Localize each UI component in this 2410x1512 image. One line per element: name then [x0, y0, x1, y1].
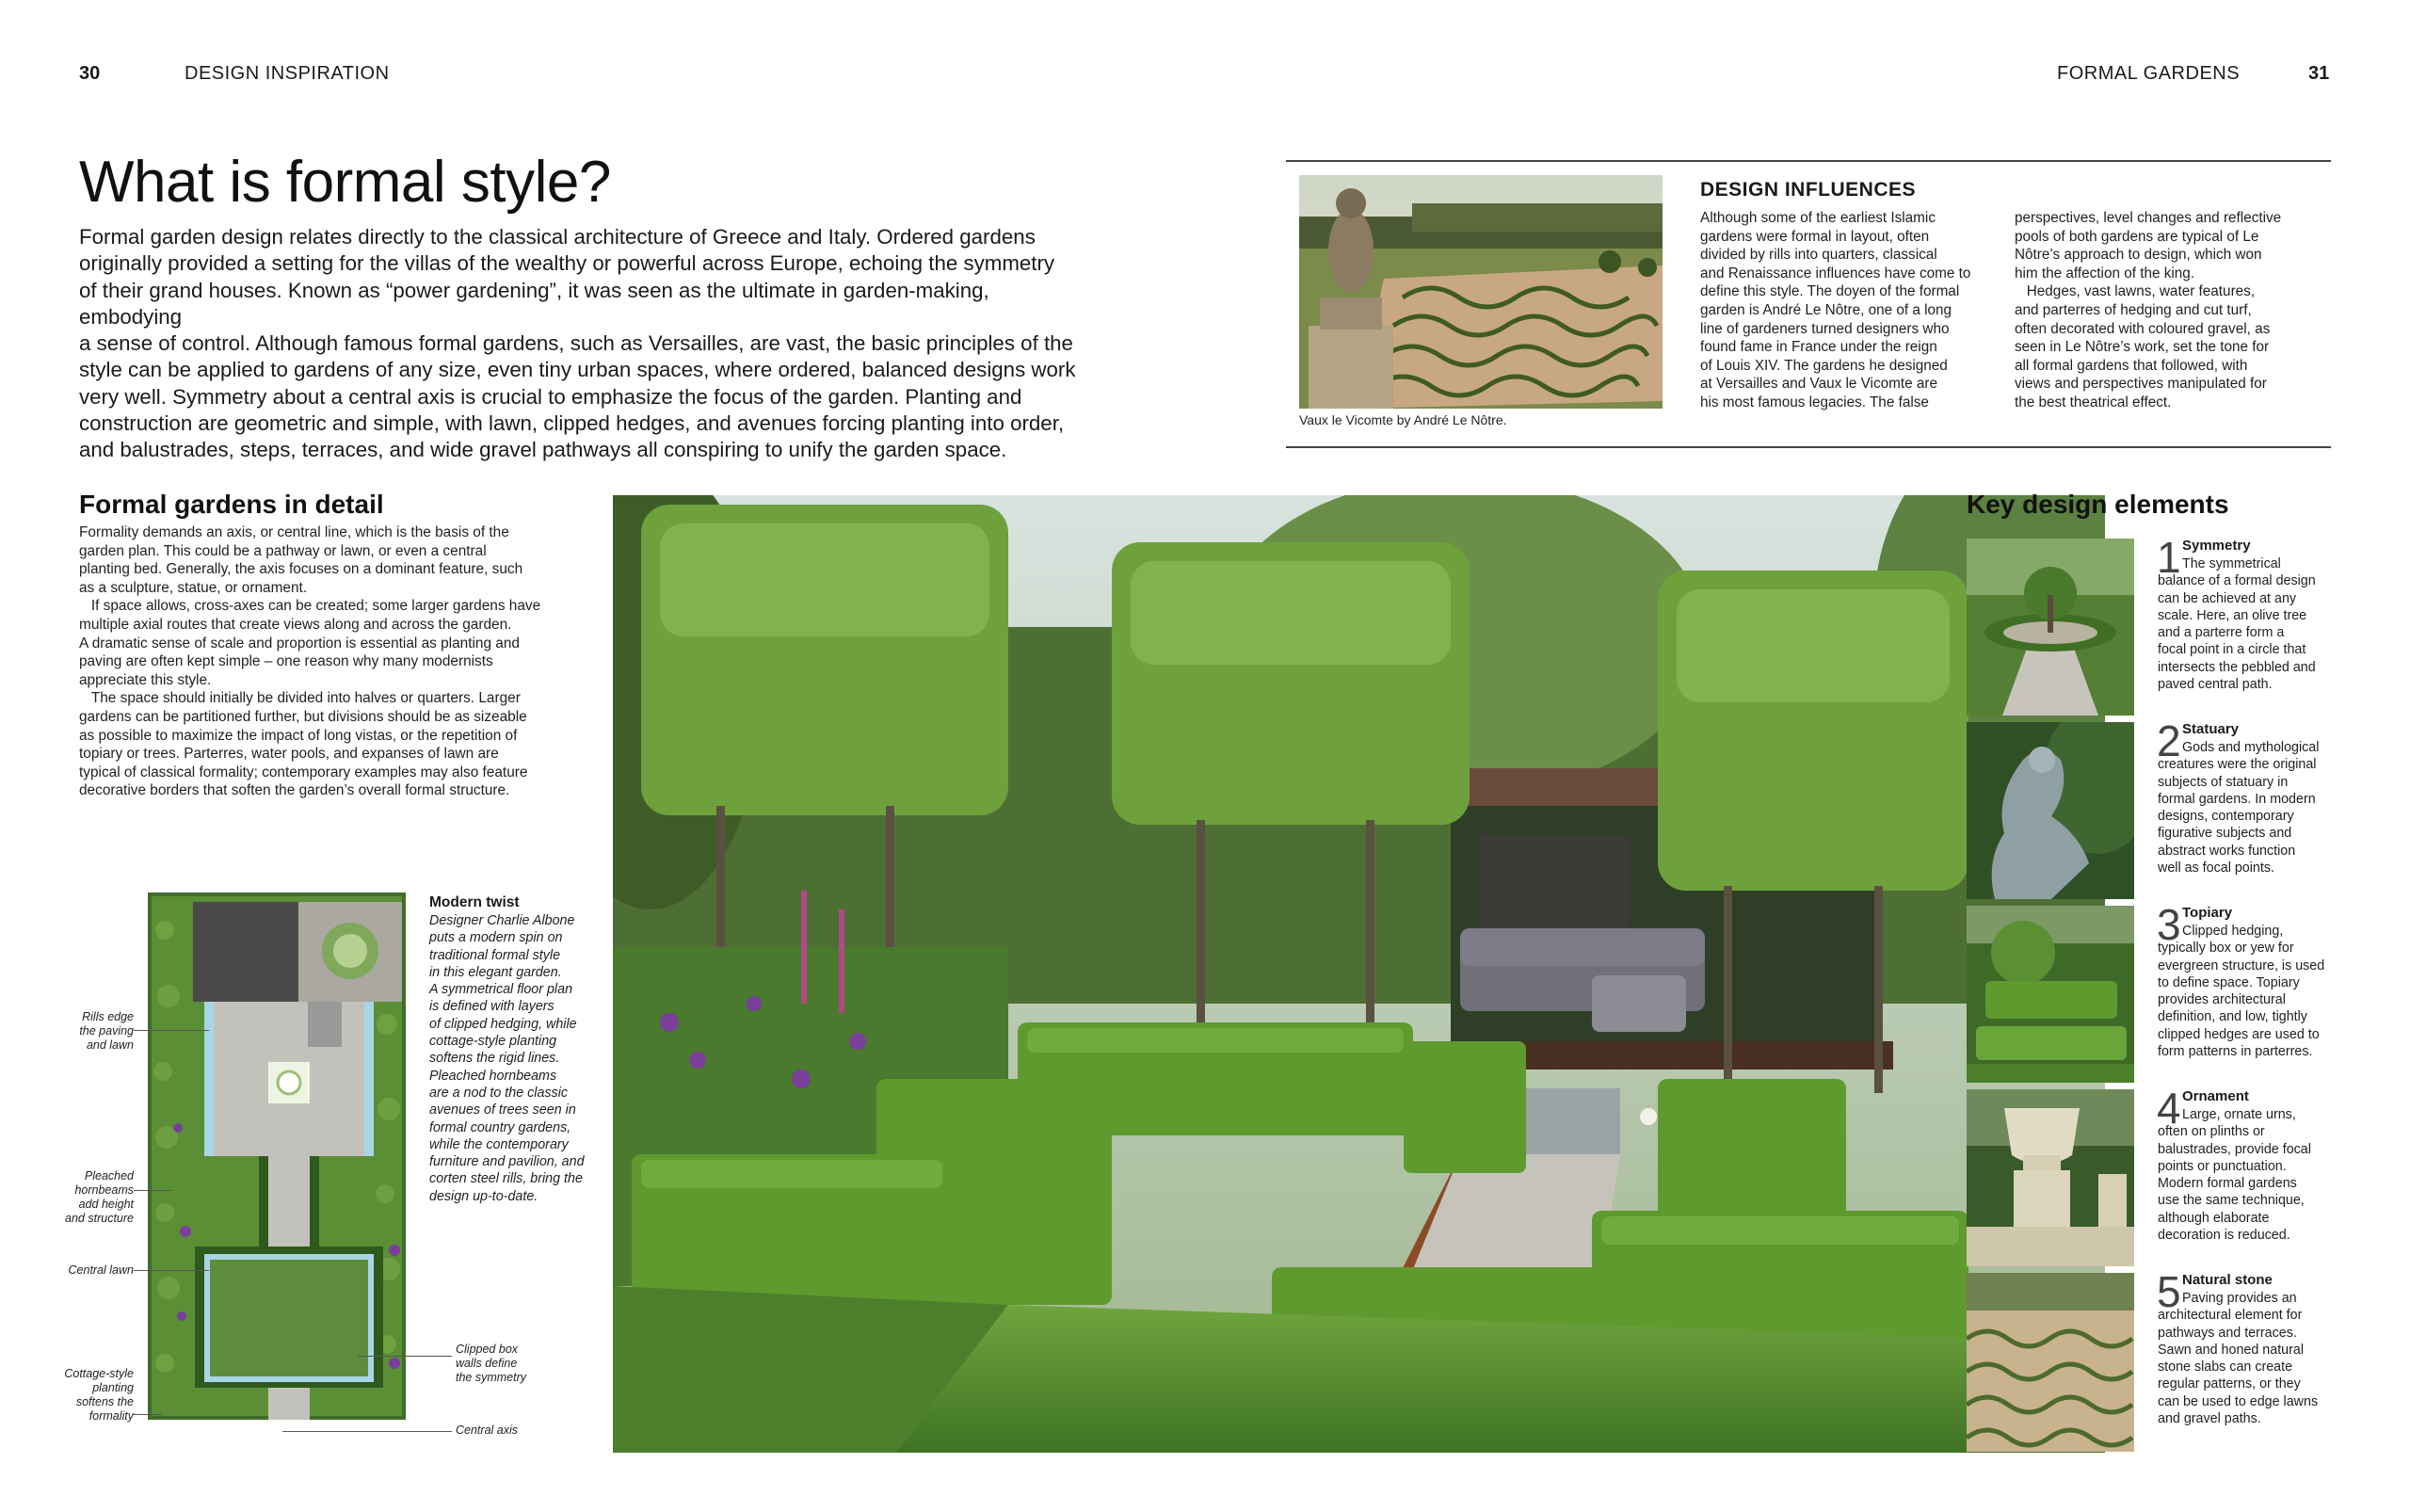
modern-twist-title: Modern twist [429, 894, 520, 910]
detail-line: gardens can be partitioned further, but divisions should be as sizeable [79, 708, 527, 725]
influences-line: gardens were formal in layout, often [1700, 228, 1930, 245]
symmetry-thumbnail [1967, 539, 2134, 716]
natural-stone-thumbnail [1967, 1273, 2134, 1452]
influences-line: and Renaissance influences have come to [1700, 265, 1971, 281]
influences-line: found fame in France under the reign [1700, 339, 1937, 356]
influences-line: divided by rills into quarters, classical [1700, 247, 1937, 264]
detail-line: multiple axial routes that create views along and across the garden. [79, 616, 512, 633]
key-line: evergreen structure, is used [2158, 957, 2325, 973]
influences-line: Hedges, vast lawns, water features, [2015, 283, 2256, 300]
key-line: and gravel paths. [2158, 1411, 2261, 1427]
key-description [2158, 923, 2327, 1060]
key-number: 3 [2157, 900, 2181, 949]
key-line: definition, and low, tightly [2158, 1009, 2307, 1025]
key-line: balance of a formal design [2158, 573, 2316, 589]
modern-twist-body [429, 912, 587, 1205]
influences-title: DESIGN INFLUENCES [1700, 179, 1917, 201]
key-elements-title: Key design elements [1967, 490, 2229, 519]
key-line: can be used to edge lawns [2158, 1393, 2319, 1409]
detail-line: appreciate this style. [79, 671, 212, 688]
twist-line: avenues of trees seen in [429, 1102, 576, 1118]
influences-bottom-rule [1286, 446, 2331, 448]
detail-line: topiary or trees. Parterres, water pools, and expanses of lawn are [79, 746, 499, 763]
key-line: although elaborate [2158, 1210, 2270, 1226]
influences-line: often decorated with coloured gravel, as [2015, 320, 2271, 337]
key-line: use the same technique, [2158, 1193, 2305, 1209]
plan-label-line: the paving [79, 1024, 134, 1037]
detail-line: A dramatic sense of scale and proportion is essential as planting and [79, 635, 520, 651]
statuary-thumbnail [1967, 722, 2134, 899]
twist-line: design up-to-date. [429, 1188, 538, 1204]
leader-line [134, 1414, 162, 1415]
intro-line: style can be applied to gardens of any size, even tiny urban spaces, where ordered, balanced designs work [79, 358, 1076, 382]
influences-line: garden is André Le Nôtre, one of a long [1700, 301, 1952, 318]
influences-line: of Louis XIV. The gardens he designed [1700, 357, 1948, 374]
key-line: balustrades, provide focal [2158, 1141, 2311, 1157]
key-number: 4 [2157, 1084, 2181, 1133]
intro-line: Formal garden design relates directly to the classical architecture of Greece and Italy. Ordered gardens [79, 225, 1036, 249]
right-page-number: 31 [2308, 63, 2330, 84]
key-line: form patterns in parterres. [2158, 1044, 2313, 1060]
detail-line: planting bed. Generally, the axis focuses on a dominant feature, such [79, 561, 523, 578]
key-line: architectural element for [2158, 1308, 2303, 1324]
influences-column-2 [2015, 209, 2281, 412]
influences-line: perspectives, level changes and reflective [2015, 210, 2282, 226]
key-line: Large, ornate urns, [2182, 1107, 2296, 1122]
intro-line: and balustrades, steps, terraces, and wide gravel pathways all conspiring to unify the garden space. [79, 438, 1007, 462]
key-number: 5 [2157, 1267, 2181, 1316]
key-line: clipped hedges are used to [2158, 1026, 2320, 1042]
key-line: often on plinths or [2158, 1124, 2265, 1140]
plan-label-box [456, 1343, 559, 1385]
key-line: scale. Here, an olive tree [2158, 607, 2307, 623]
key-line: formal gardens. In modern [2158, 791, 2316, 807]
plan-label-line: softens the [75, 1395, 134, 1408]
detail-section-body [79, 523, 569, 800]
right-running-head: FORMAL GARDENS [2057, 63, 2241, 84]
influences-line: views and perspectives manipulated for [2015, 376, 2267, 393]
influences-line: pools of both gardens are typical of Le [2015, 228, 2259, 245]
key-line: Sawn and honed natural [2158, 1342, 2305, 1358]
key-line: designs, contemporary [2158, 809, 2294, 825]
key-line: Gods and mythological [2182, 740, 2320, 755]
plan-label-pleached [53, 1169, 134, 1226]
twist-line: are a nod to the classic [429, 1085, 569, 1101]
key-line: to define space. Topiary [2158, 974, 2300, 990]
influences-photo-caption: Vaux le Vicomte by André Le Nôtre. [1299, 412, 1507, 427]
plan-label-line: Central lawn [68, 1263, 134, 1277]
key-line: subjects of statuary in [2158, 774, 2289, 790]
key-line: Clipped hedging, [2182, 924, 2284, 939]
detail-line: decorative borders that soften the garden’s overall formal structure. [79, 782, 510, 799]
influences-line: Nôtre’s approach to design, which won [2015, 247, 2262, 264]
intro-line: a sense of control. Although famous formal gardens, such as Versailles, are vast, the basic principles of the [79, 331, 1073, 356]
influences-line: the best theatrical effect. [2015, 394, 2172, 410]
detail-line: as a sculpture, statue, or ornament. [79, 579, 308, 596]
key-line: Modern formal gardens [2158, 1176, 2297, 1192]
left-running-head: DESIGN INSPIRATION [185, 63, 390, 84]
detail-line: paving are often kept simple – one reason why many modernists [79, 653, 493, 670]
influences-line: at Versailles and Vaux le Vicomte are [1700, 376, 1937, 393]
plan-label-line: the symmetry [456, 1371, 527, 1384]
leader-line [134, 1030, 209, 1031]
key-line: decoration is reduced. [2158, 1228, 2290, 1244]
intro-line: originally provided a setting for the villas of the wealthy or powerful across Europe, echoing the symmetry [79, 251, 1055, 276]
leader-line [282, 1431, 452, 1432]
topiary-thumbnail [1967, 906, 2134, 1083]
plan-label-line: Rills edge [82, 1010, 134, 1023]
influences-line: Although some of the earliest Islamic [1700, 210, 1936, 226]
twist-line: softens the rigid lines. [429, 1051, 560, 1067]
key-line: focal point in a circle that [2158, 642, 2306, 658]
plan-label-lawn [43, 1263, 134, 1278]
page-title: What is formal style? [79, 150, 611, 215]
influences-line: all formal gardens that followed, with [2015, 357, 2248, 374]
twist-line: of clipped hedging, while [429, 1016, 577, 1032]
key-number: 1 [2157, 533, 2181, 582]
plan-label-line: walls define [456, 1357, 518, 1370]
key-line: provides architectural [2158, 992, 2286, 1008]
twist-line: furniture and pavilion, and [429, 1154, 585, 1170]
detail-line: as possible to maximize the impact of long vistas, or the repetition of [79, 727, 518, 744]
plan-label-rills [53, 1010, 134, 1053]
key-description [2158, 1290, 2327, 1427]
influences-line: line of gardeners turned designers who [1700, 320, 1950, 337]
twist-line: A symmetrical floor plan [429, 982, 573, 998]
key-name: Statuary [2182, 721, 2240, 737]
key-name: Ornament [2182, 1088, 2249, 1104]
plan-label-line: and structure [65, 1212, 134, 1225]
influences-column-1 [1700, 209, 1970, 412]
twist-line: is defined with layers [429, 999, 554, 1015]
key-line: intersects the pebbled and [2158, 659, 2316, 675]
leader-line [134, 1190, 171, 1191]
detail-line: Formality demands an axis, or central line, which is the basis of the [79, 524, 509, 540]
vaux-le-vicomte-photo [1299, 175, 1663, 409]
intro-paragraph [79, 224, 1077, 464]
key-line: and a parterre form a [2158, 625, 2285, 641]
key-line: Paving provides an [2182, 1291, 2297, 1306]
influences-line: define this style. The doyen of the formal [1700, 283, 1960, 300]
plan-label-axis [456, 1424, 559, 1438]
twist-line: puts a modern spin on [429, 930, 563, 946]
leader-line [134, 1270, 209, 1271]
key-line: can be achieved at any [2158, 590, 2297, 606]
plan-label-line: hornbeams [74, 1183, 134, 1197]
intro-line: of their grand houses. Known as “power gardening”, it was seen as the ultimate in garden-making, embodying [79, 278, 989, 329]
influences-line: his most famous legacies. The false [1700, 394, 1929, 410]
plan-label-line: Pleached [84, 1169, 134, 1182]
detail-section-title: Formal gardens in detail [79, 490, 384, 519]
garden-floor-plan [148, 893, 406, 1420]
key-line: stone slabs can create [2158, 1359, 2293, 1375]
detail-line: If space allows, cross-axes can be created; some larger gardens have [79, 598, 541, 615]
key-line: pathways and terraces. [2158, 1325, 2297, 1341]
detail-line: typical of classical formality; contemporary examples may also feature [79, 764, 528, 780]
twist-line: while the contemporary [429, 1136, 569, 1152]
twist-line: Designer Charlie Albone [429, 913, 575, 928]
plan-label-cottage [43, 1367, 134, 1424]
plan-label-line: Central axis [456, 1424, 518, 1437]
key-line: creatures were the original [2158, 757, 2317, 773]
key-number: 2 [2157, 716, 2181, 765]
twist-line: formal country gardens, [429, 1119, 571, 1135]
key-line: paved central path. [2158, 677, 2273, 693]
key-line: The symmetrical [2182, 556, 2281, 571]
key-description [2158, 1106, 2327, 1244]
key-line: well as focal points. [2158, 861, 2274, 877]
plan-label-line: add height [78, 1198, 134, 1211]
key-line: points or punctuation. [2158, 1158, 2287, 1174]
key-line: figurative subjects and [2158, 826, 2292, 842]
key-name: Topiary [2182, 905, 2233, 921]
key-description [2158, 739, 2327, 877]
twist-line: corten steel rills, bring the [429, 1171, 583, 1187]
influences-line: and parterres of hedging and cut turf, [2015, 301, 2252, 318]
influences-line: him the affection of the king. [2015, 265, 2195, 281]
key-line: abstract works function [2158, 843, 2296, 859]
key-description [2158, 555, 2327, 693]
ornament-thumbnail [1967, 1089, 2134, 1266]
influences-line: seen in Le Nôtre’s work, set the tone for [2015, 339, 2270, 356]
plan-label-line: Clipped box [456, 1343, 519, 1356]
key-name: Symmetry [2182, 538, 2251, 554]
key-name: Natural stone [2182, 1272, 2273, 1288]
leader-line [358, 1356, 452, 1357]
twist-line: in this elegant garden. [429, 964, 562, 980]
influences-top-rule [1286, 160, 2331, 162]
plan-label-line: Cottage-style [64, 1367, 134, 1380]
plan-label-line: and lawn [86, 1038, 134, 1052]
left-page-number: 30 [79, 63, 101, 84]
detail-line: garden plan. This could be a pathway or lawn, or even a central [79, 542, 487, 559]
twist-line: traditional formal style [429, 947, 561, 963]
intro-line: very well. Symmetry about a central axis is crucial to emphasize the focus of the garden. Planting and [79, 384, 1022, 409]
main-garden-photo [613, 495, 2105, 1453]
detail-line: The space should initially be divided into halves or quarters. Larger [79, 690, 521, 707]
key-line: regular patterns, or they [2158, 1376, 2301, 1392]
plan-label-line: formality [88, 1409, 134, 1423]
intro-line: construction are geometric and simple, with lawn, clipped hedges, and avenues forcing planting into order, [79, 411, 1065, 436]
plan-label-line: planting [92, 1381, 134, 1394]
twist-line: cottage-style planting [429, 1034, 557, 1050]
twist-line: Pleached hornbeams [429, 1068, 557, 1084]
key-line: typically box or yew for [2158, 941, 2294, 957]
